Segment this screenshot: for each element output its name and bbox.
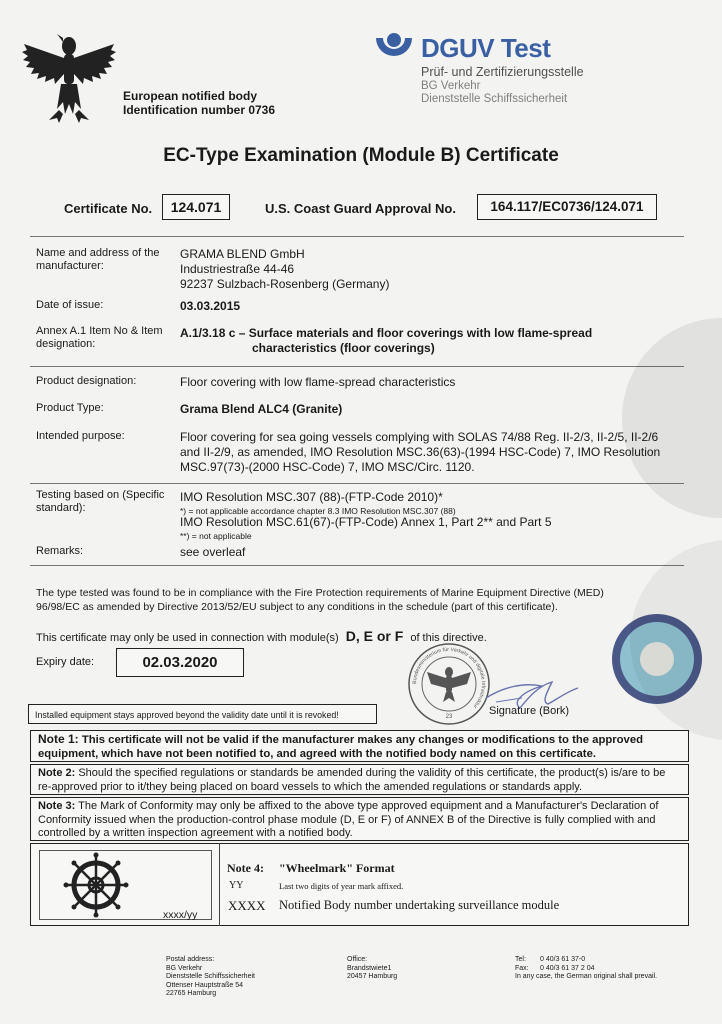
divider [30, 565, 684, 566]
divider [30, 366, 684, 367]
testing-note-2: **) = not applicable [180, 531, 252, 541]
divider [30, 483, 684, 484]
note4-title: "Wheelmark" Format [279, 861, 395, 875]
manufacturer-street: Industriestraße 44-46 [180, 262, 295, 276]
compliance-line2: 96/98/EC as amended by Directive 2013/52/EU subject to any conditions in the schedule (part of this certificate). [36, 601, 558, 613]
dguv-subtitle-3: Dienststelle Schiffssicherheit [421, 93, 568, 105]
certificate-no-label: Certificate No. [64, 201, 153, 216]
purpose-label: Intended purpose: [36, 430, 125, 442]
footer-office [347, 956, 397, 982]
tel-label: Tel: [515, 956, 526, 963]
wheelmark-caption: xxxx/yy [163, 909, 198, 921]
installed-equipment-notice: Installed equipment stays approved beyond the validity date until it is revoked! [28, 704, 377, 724]
dguv-subtitle-2: BG Verkehr [421, 80, 481, 92]
module-post: of this directive. [410, 632, 487, 644]
postal-line4: 22765 Hamburg [166, 990, 217, 997]
note3-label: Note 3: [38, 800, 76, 812]
note2-line1: Should the specified regulations or standards be amended during the validity of this certificate, the product(s) is/are to be [78, 767, 666, 779]
purpose-line1: Floor covering for sea going vessels complying with SOLAS 74/88 Reg. II-2/3, II-2/5, II-2/6 [180, 430, 659, 444]
yy-desc: Last two digits of year mark affixed. [279, 881, 404, 891]
postal-line1: BG Verkehr [166, 964, 203, 972]
annex-line2: characteristics (floor coverings) [252, 341, 435, 355]
signature-label: Signature (Bork) [489, 705, 570, 717]
postal-line2: Dienststelle Schiffssicherheit [166, 973, 255, 980]
compliance-line1: The type tested was found to be in compliance with the Fire Protection requirements of Marine Equipment Directive (MED) [36, 587, 604, 599]
xxxx-key: XXXX [228, 898, 266, 913]
manufacturer-city: 92237 Sulzbach-Rosenberg (Germany) [180, 277, 390, 291]
note-1 [30, 730, 689, 762]
note-2 [30, 764, 689, 795]
wheelmark-divider [219, 843, 220, 926]
prevail-note: In any case, the German original shall prevail. [515, 973, 658, 980]
note3-line2: Conformity issued when the production-control phase module (D, E or F) of ANNEX B of the Directive is fully complied with and [38, 813, 656, 826]
expiry-value: 02.03.2020 [116, 648, 244, 677]
notified-body-label: European notified body [123, 89, 257, 103]
note1-line2: equipment, which have not been notified to, and agreed with the notified body named on this certificate. [38, 747, 596, 760]
scan-shadow [630, 540, 722, 740]
date-value: 03.03.2015 [180, 299, 241, 313]
note2-label: Note 2: [38, 767, 76, 779]
product-type-label: Product Type: [36, 402, 104, 414]
divider [30, 236, 684, 237]
dguv-subtitle: Prüf- und Zertifizierungsstelle [421, 65, 584, 79]
remarks-value: see overleaf [180, 545, 246, 559]
product-designation-label: Product designation: [36, 375, 137, 387]
xxxx-desc: Notified Body number undertaking surveillance module [279, 898, 560, 912]
federal-eagle-icon [18, 24, 120, 124]
purpose-line2: and II-2/9, as amended, IMO Resolution MSC.36(63)-(1994 HSC-Code) 7, IMO Resolution [180, 445, 661, 459]
manufacturer-label: Name and address of the manufacturer: [36, 247, 160, 272]
fax-value: 0 40/3 61 37 2 04 [540, 964, 595, 972]
product-designation-value: Floor covering with low flame-spread characteristics [180, 375, 456, 389]
testing-note-1: *) = not applicable accordance chapter 8.3 IMO Resolution MSC.307 (88) [180, 506, 456, 516]
certificate-title: EC-Type Examination (Module B) Certificate [163, 145, 559, 166]
official-seal-icon [407, 642, 491, 726]
module-pre: This certificate may only be used in connection with module(s) [36, 632, 339, 644]
module-value: D, E or F [345, 628, 404, 644]
tel-value: 0 40/3 61 37-0 [540, 956, 586, 963]
dguv-title: DGUV Test [421, 33, 551, 63]
testing-standard-2: IMO Resolution MSC.61(67)-(FTP-Code) Annex 1, Part 2** and Part 5 [180, 515, 552, 529]
date-label: Date of issue: [36, 299, 104, 311]
fax-label: Fax: [515, 964, 529, 972]
purpose-line3: MSC.97(73)-(2000 HSC-Code) 7, IMO MSC/Circ. 1120. [180, 460, 475, 474]
note-3 [30, 797, 689, 841]
product-type-value: Grama Blend ALC4 (Granite) [180, 402, 343, 416]
uscg-approval-value: 164.117/EC0736/124.071 [477, 194, 657, 220]
certificate-no-value: 124.071 [162, 194, 230, 220]
dguv-logo-icon [374, 32, 414, 64]
postal-label: Postal address: [166, 956, 215, 963]
yy-key: YY [229, 880, 244, 891]
note1-label: Note 1: [38, 732, 79, 746]
testing-label: Testing based on (Specific standard): [36, 489, 165, 514]
remarks-label: Remarks: [36, 545, 84, 557]
expiry-label: Expiry date: [36, 656, 95, 668]
footer-contact [515, 956, 657, 982]
office-line2: 20457 Hamburg [347, 973, 398, 980]
note1-line1: This certificate will not be valid if the manufacturer makes any changes or modifications to the approved [81, 734, 644, 746]
seal-number: 23 [445, 714, 453, 720]
footer-postal [166, 956, 255, 999]
note2-line2: re-approved prior to it/they being placed on board vessels to which the amended regulations or standards apply. [38, 780, 583, 793]
note3-line3: controlled by a written inspection agreement with a notified body. [38, 827, 353, 839]
postal-line3: Ottenser Hauptstraße 54 [166, 981, 244, 989]
annex-line1: A.1/3.18 c – Surface materials and floor coverings with low flame-spread [180, 326, 593, 340]
notified-body-id: Identification number 0736 [123, 103, 276, 117]
office-label: Office: [347, 956, 368, 963]
seal-text: Bundesministerium für Verkehr und digitale Infrastruktur [411, 646, 487, 710]
uscg-approval-label: U.S. Coast Guard Approval No. [265, 201, 456, 216]
scan-shadow [622, 318, 722, 518]
wheelmark-icon [63, 852, 129, 918]
annex-label: Annex A.1 Item No & Item designation: [36, 325, 163, 350]
note3-line1: The Mark of Conformity may only be affixed to the above type approved equipment and a Manufacturer's Declaration of [78, 800, 659, 812]
office-line1: Brandstwiete1 [347, 964, 392, 972]
note4-label: Note 4: [227, 861, 264, 875]
manufacturer-name: GRAMA BLEND GmbH [180, 247, 305, 261]
testing-standard-1: IMO Resolution MSC.307 (88)-(FTP-Code 2010)* [180, 490, 443, 504]
